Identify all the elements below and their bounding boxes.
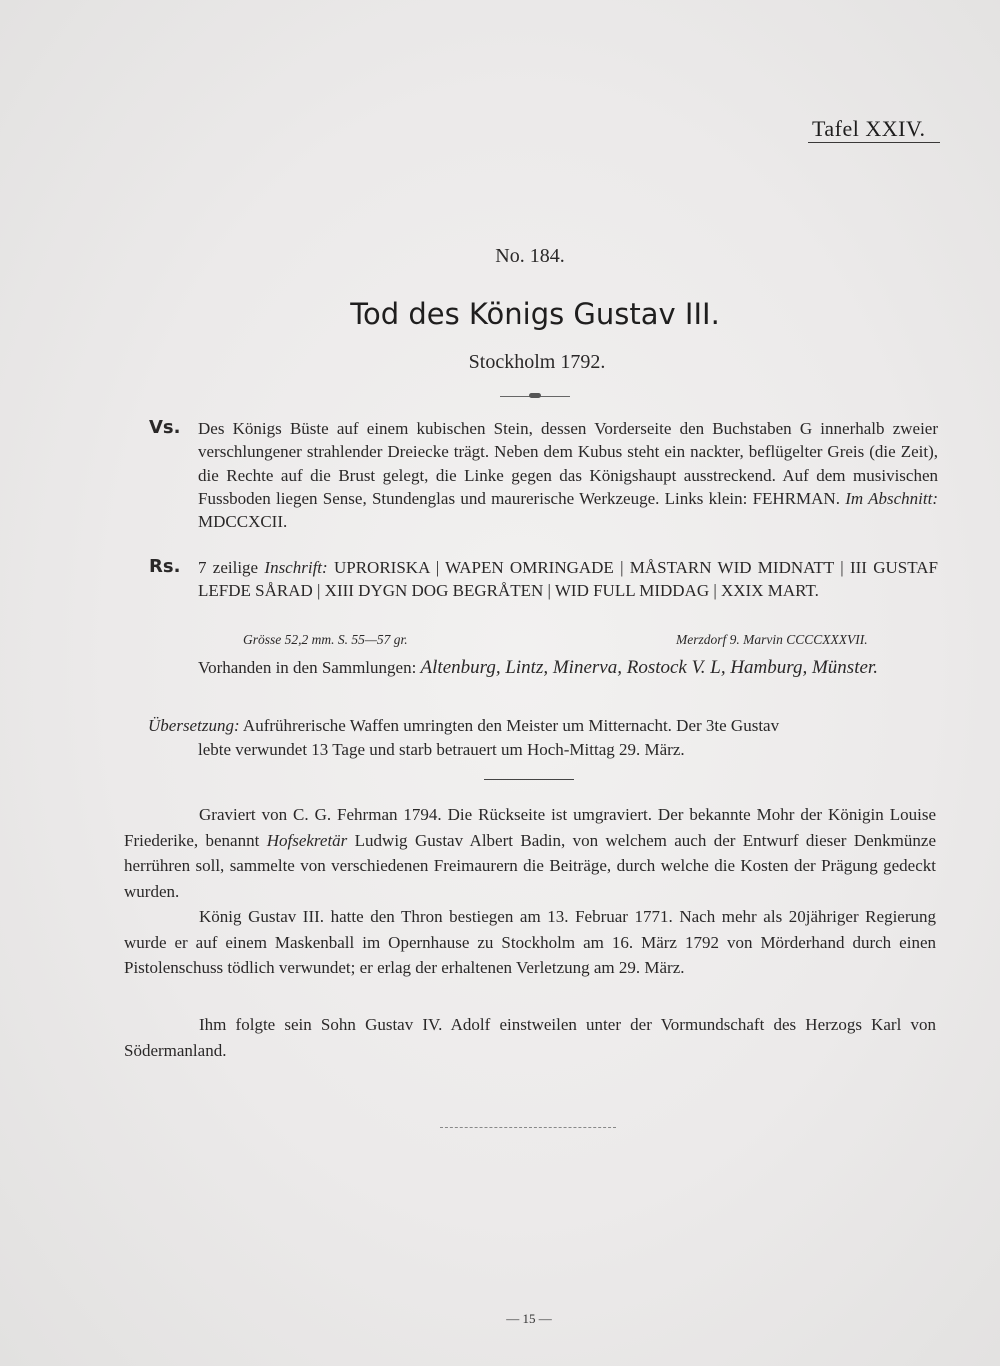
catalog-number: No. 184. xyxy=(495,245,565,267)
paragraph-1-part-b: Ludwig Gustav Albert Badin, von welchem auch der Entwurf dieser Denkmünze herrühren soll, sammelte von verschiedenen Freimaurern die Beiträge, durch welche die Kosten der Prägung gedeckt wurden. xyxy=(124,830,936,901)
page-title: Tod des Königs Gustav III. xyxy=(350,297,720,331)
section-divider xyxy=(484,779,574,780)
paragraph-1-part-a: Graviert von C. G. Fehrman 1794. Die Rückseite ist umgraviert. Der bekannte Mohr der Königin Louise Friederike, benannt xyxy=(124,805,936,850)
ornament-center xyxy=(529,393,541,398)
obverse-label: Vs. xyxy=(149,417,181,438)
page-number: — 15 — xyxy=(506,1311,552,1326)
collections-label: Vorhanden in den Sammlungen: xyxy=(198,658,417,677)
references: Merzdorf 9. Marvin CCCCXXXVII. xyxy=(676,632,868,647)
paragraph-engraving xyxy=(124,802,936,904)
translation-line-2: lebte verwundet 13 Tage und starb betrauert um Hoch-Mittag 29. März. xyxy=(198,739,685,759)
reverse-inscription: UPRORISKA | WAPEN OMRINGADE | MÅSTARN WID MIDNATT | III GUSTAF LEFDE SÅRAD | XIII DYGN DOG BEGRÅTEN | WID FULL MIDDAG | XXIX MART. xyxy=(198,558,939,601)
page-subtitle: Stockholm 1792. xyxy=(468,351,606,373)
reverse-prefix: 7 zeilige xyxy=(198,558,259,577)
abschnitt-value: MDCCXCII. xyxy=(198,512,288,532)
reverse-label: Rs. xyxy=(149,556,181,577)
paragraph-succession: Ihm folgte sein Sohn Gustav IV. Adolf einstweilen unter der Vormundschaft des Herzogs Karl von Södermanland. xyxy=(124,1015,936,1060)
paragraph-history: König Gustav III. hatte den Thron bestiegen am 13. Februar 1771. Nach mehr als 20jähriger Regierung wurde er auf einem Maskenball im Opernhause zu Stockholm am 16. März 1792 von Mörderhand durch einen Pistolenschuss tödlich verwundet; er erlag der erhaltenen Verletzung am 29. März. xyxy=(124,907,936,977)
paragraph-1-italic: Hofsekretär xyxy=(266,830,348,850)
plate-underline xyxy=(808,142,940,143)
obverse-description xyxy=(198,417,938,533)
plate-label: Tafel XXIV. xyxy=(812,116,926,141)
translation-line-1: Aufrührerische Waffen umringten den Meister um Mitternacht. Der 3te Gustav xyxy=(242,716,780,735)
inschrift-label: Inschrift: xyxy=(264,558,328,577)
collections xyxy=(198,656,938,680)
translation-label: Übersetzung: xyxy=(148,716,240,735)
translation xyxy=(148,714,937,761)
size-info: Grösse 52,2 mm. S. 55—57 gr. xyxy=(243,632,408,647)
reverse-description xyxy=(198,556,938,603)
abschnitt-label: Im Abschnitt: xyxy=(845,488,938,508)
obverse-text: Des Königs Büste auf einem kubischen Stein, dessen Vorderseite den Buchstaben G innerhalb zweier verschlungener strahlender Dreiecke trägt. Neben dem Kubus steht ein nackter, beflügelter Greis (die Zeit), die Rechte auf die Brust gelegt, die Linke gegen das Königshaupt ausstreckend. Auf dem musivischen Fussboden liegen Sense, Stundenglas und maurerische Werkzeuge. Links klein: FEHRMAN. xyxy=(198,419,938,508)
collections-places: Altenburg, Lintz, Minerva, Rostock V. L, Hamburg, Münster. xyxy=(420,657,878,678)
end-divider xyxy=(440,1127,616,1128)
